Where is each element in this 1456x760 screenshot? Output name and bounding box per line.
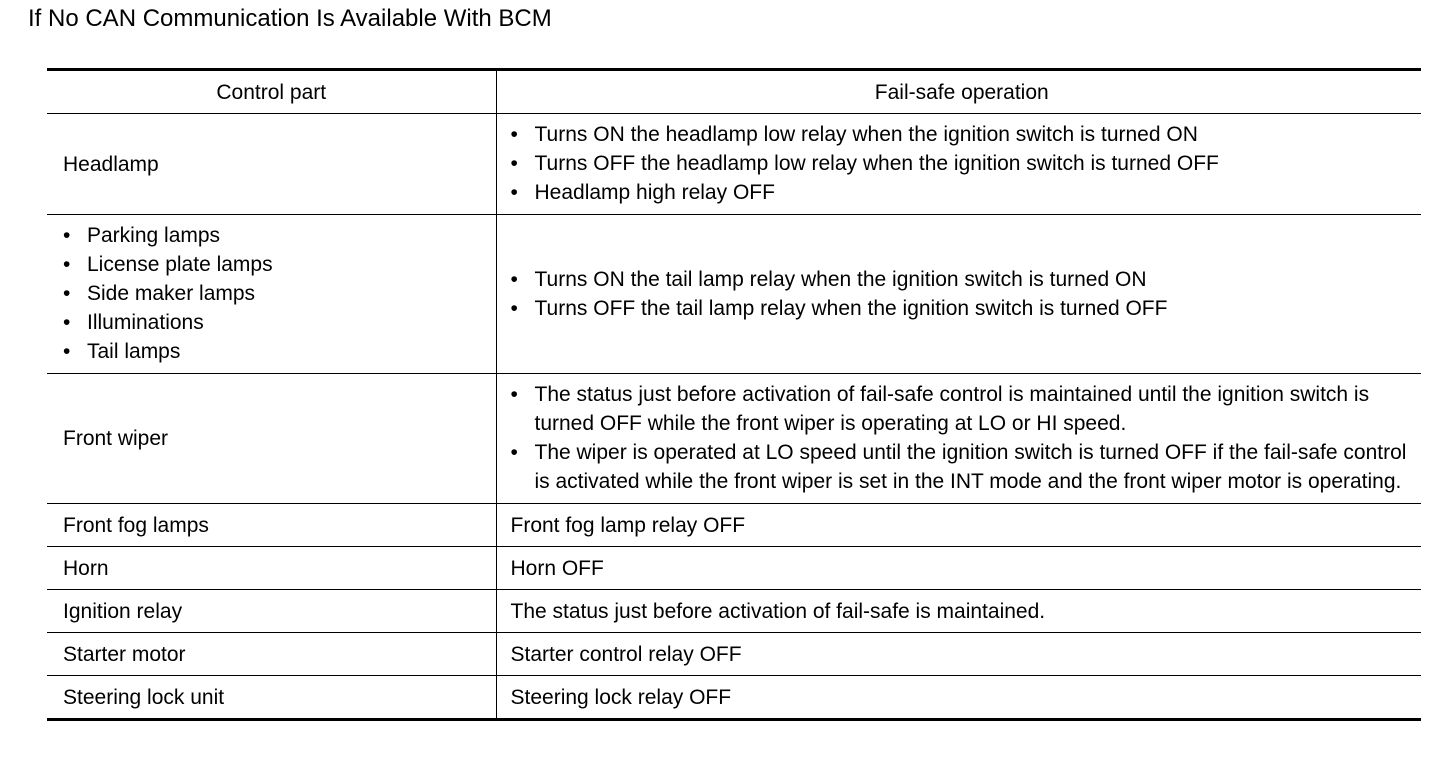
table-row [47,633,1421,676]
table-row [47,374,1421,504]
control-part-cell: Ignition relay [47,590,496,633]
bullet-icon: • [63,253,71,276]
fail-safe-operation-cell: Steering lock relay OFF [496,676,1421,720]
control-part-cell: Front fog lamps [47,504,496,547]
control-part-cell: Starter motor [47,633,496,676]
page-title: If No CAN Communication Is Available With BCM [28,5,552,32]
control-part-text: Side maker lamps [87,282,256,305]
control-part-text: Tail lamps [87,340,181,363]
bullet-icon: • [63,224,71,247]
failsafe-table [47,68,1421,721]
list-item [511,120,1414,149]
table-header-row [47,70,1421,114]
fail-safe-operation-cell: Starter control relay OFF [496,633,1421,676]
operation-list [511,120,1414,207]
fail-safe-operation-cell: The status just before activation of fail-safe is maintained. [496,590,1421,633]
list-item [511,149,1414,178]
operation-text: Turns OFF the tail lamp relay when the ignition switch is turned OFF [534,297,1168,320]
operation-text: Turns ON the tail lamp relay when the ignition switch is turned ON [534,268,1147,291]
list-item [511,265,1414,294]
operation-list [511,380,1414,496]
operation-text: The status just before activation of fail-safe control is maintained until the ignition switch is turned OFF while the front wiper is operating at LO or HI speed. [534,383,1370,435]
table-row [47,215,1421,374]
bullet-icon: • [510,268,518,291]
table-row [47,114,1421,215]
control-part-cell: Front wiper [47,374,496,504]
list-item [511,438,1414,496]
list-item [511,380,1414,438]
fail-safe-operation-cell [496,215,1421,374]
control-part-text: Parking lamps [87,224,221,247]
operation-text: Turns OFF the headlamp low relay when the ignition switch is turned OFF [534,152,1219,175]
control-part-text: Illuminations [87,311,204,334]
header-fail-safe-operation: Fail-safe operation [496,70,1421,114]
table-row [47,590,1421,633]
header-control-part: Control part [47,70,496,114]
operation-text: The wiper is operated at LO speed until the ignition switch is turned OFF if the fail-safe control is activated while the front wiper is set in the INT mode and the front wiper motor is operating. [534,441,1407,493]
list-item [511,294,1414,323]
table-row [47,504,1421,547]
list-item [63,308,486,337]
control-part-cell [47,215,496,374]
bullet-icon: • [510,152,518,175]
fail-safe-operation-cell: Front fog lamp relay OFF [496,504,1421,547]
bullet-icon: • [510,383,518,406]
control-part-list [63,221,486,366]
list-item [63,221,486,250]
fail-safe-operation-cell [496,374,1421,504]
control-part-cell: Steering lock unit [47,676,496,720]
fail-safe-operation-cell [496,114,1421,215]
bullet-icon: • [63,311,71,334]
bullet-icon: • [510,123,518,146]
list-item [63,279,486,308]
operation-text: Headlamp high relay OFF [534,181,775,204]
operation-list [511,265,1414,323]
control-part-text: License plate lamps [87,253,273,276]
bullet-icon: • [510,441,518,464]
control-part-cell: Horn [47,547,496,590]
table-row [47,547,1421,590]
list-item [511,178,1414,207]
bullet-icon: • [510,181,518,204]
control-part-cell: Headlamp [47,114,496,215]
bullet-icon: • [510,297,518,320]
fail-safe-operation-cell: Horn OFF [496,547,1421,590]
list-item [63,337,486,366]
list-item [63,250,486,279]
operation-text: Turns ON the headlamp low relay when the ignition switch is turned ON [534,123,1198,146]
table-row [47,676,1421,720]
bullet-icon: • [63,282,71,305]
bullet-icon: • [63,340,71,363]
